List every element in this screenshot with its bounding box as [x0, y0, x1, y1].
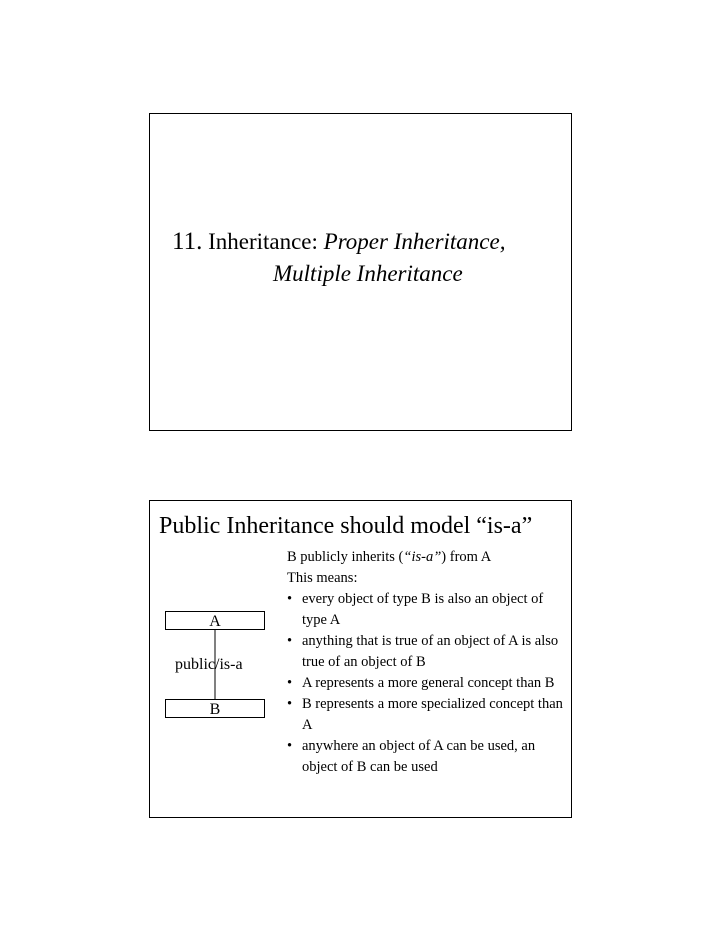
intro-italic: “is-a”: [403, 549, 442, 565]
bullet-list: [287, 589, 567, 778]
title-italic-1: Proper Inheritance,: [323, 229, 506, 254]
relation-label: public/is-a: [175, 656, 243, 673]
intro-line: [287, 547, 567, 568]
bullet-icon: •: [287, 738, 293, 754]
list-item: [287, 589, 567, 631]
list-item: [287, 694, 567, 736]
bullet-text: anything that is true of an object of A is also true of an object of B: [302, 633, 559, 670]
slide-body: [287, 547, 567, 778]
slide-heading: Public Inheritance should model “is-a”: [159, 513, 533, 539]
bullet-icon: •: [287, 591, 293, 607]
title-plain: Inheritance:: [202, 229, 324, 254]
list-item: [287, 673, 567, 694]
title-slide: [149, 113, 572, 431]
bullet-icon: •: [287, 696, 293, 712]
intro-pre: B publicly inherits (: [287, 549, 404, 565]
means-line: This means:: [287, 570, 358, 586]
chapter-number: 11.: [172, 228, 203, 255]
list-item: [287, 736, 567, 778]
bullet-icon: •: [287, 633, 293, 649]
bullet-text: B represents a more specialized concept than A: [302, 696, 563, 733]
title-italic-2: Multiple Inheritance: [273, 261, 463, 286]
content-slide: [149, 500, 572, 818]
bullet-text: every object of type B is also an object of type A: [302, 591, 544, 628]
class-box-b: B: [165, 699, 265, 718]
intro-post: ) from A: [441, 549, 492, 565]
bullet-text: A represents a more general concept than B: [302, 675, 555, 691]
slide-title: [172, 226, 505, 290]
bullet-icon: •: [287, 675, 293, 691]
list-item: [287, 631, 567, 673]
bullet-text: anywhere an object of A can be used, an object of B can be used: [302, 738, 536, 775]
class-box-a: A: [165, 611, 265, 630]
